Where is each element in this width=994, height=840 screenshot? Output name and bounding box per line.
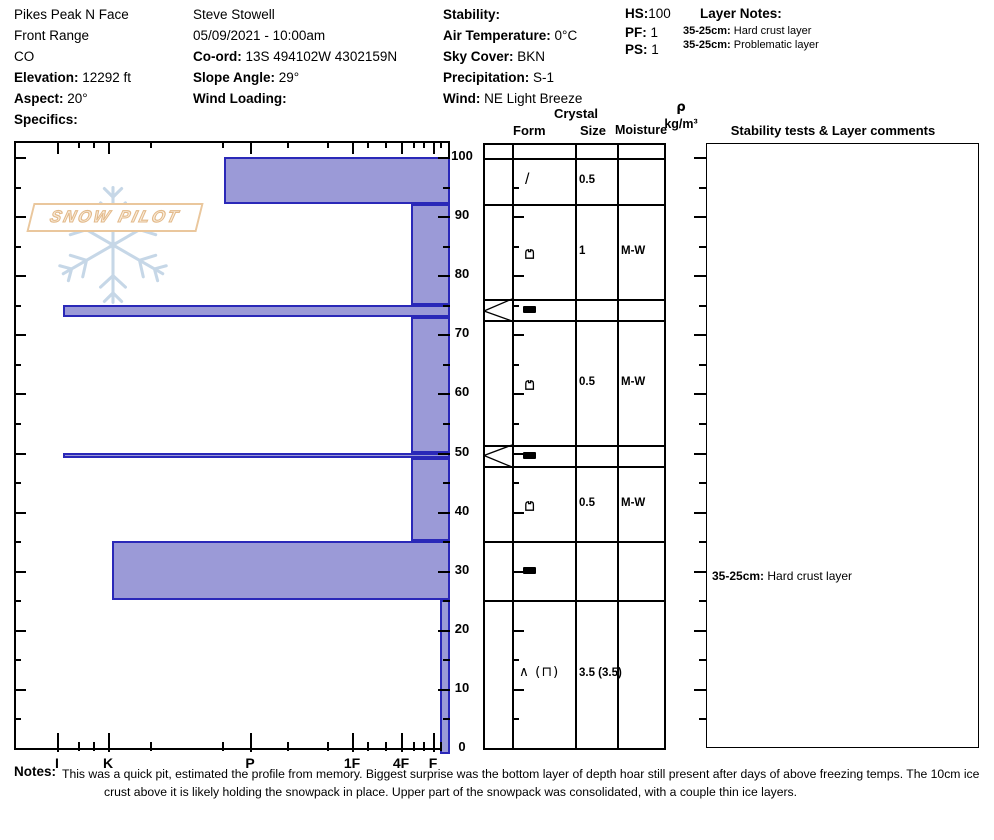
depth-tick-comments <box>699 482 706 484</box>
table-hline <box>483 299 665 301</box>
table-hline <box>483 600 665 602</box>
column-header-density-unit: kg/m³ <box>664 117 698 131</box>
header-line: PS: 1 <box>625 42 659 57</box>
hardness-tick-top <box>352 141 354 154</box>
depth-tick-comments <box>694 334 706 336</box>
hardness-minor-tick-bottom <box>287 742 289 751</box>
hardness-label: K <box>102 755 114 771</box>
crystal-size: 0.5 <box>579 497 595 509</box>
depth-label: 80 <box>454 266 470 281</box>
depth-label: 30 <box>454 562 470 577</box>
hardness-minor-tick-bottom <box>222 742 224 751</box>
header-line: Pikes Peak N Face <box>14 7 129 22</box>
crystal-size: 0.5 <box>579 376 595 388</box>
hardness-bar-layer-100-92 <box>224 157 450 204</box>
header-line: Aspect: 20° <box>14 91 88 106</box>
header-line: Co-ord: 13S 494102W 4302159N <box>193 49 398 64</box>
header-line: Wind: NE Light Breeze <box>443 91 583 106</box>
depth-tick-left <box>14 453 26 455</box>
layer-moisture: M-W <box>621 376 646 388</box>
hardness-minor-tick-bottom <box>367 742 369 751</box>
header-label: Precipitation: <box>443 70 530 85</box>
depth-tick-comments <box>699 246 706 248</box>
hardness-minor-tick-top <box>222 141 224 148</box>
header-line: Precipitation: S-1 <box>443 70 555 85</box>
hardness-tick-bottom <box>250 733 252 752</box>
header-line <box>443 7 500 23</box>
header-label: Wind Loading: <box>193 91 287 106</box>
depth-tick-left <box>14 718 21 720</box>
header-line: Slope Angle: 29° <box>193 70 300 85</box>
layer-moisture: M-W <box>621 245 646 257</box>
header-label: PF: <box>625 25 647 40</box>
profile-chart-frame <box>14 141 450 750</box>
depth-label: 20 <box>454 621 470 636</box>
header-line: 05/09/2021 - 10:00am <box>193 28 326 43</box>
crystal-form-ice-layer <box>523 452 536 459</box>
header-label: Aspect: <box>14 91 64 106</box>
hardness-tick-top <box>108 141 110 154</box>
hardness-minor-tick-bottom <box>327 742 329 751</box>
depth-tick-left <box>14 423 21 425</box>
hardness-tick-top <box>433 141 435 154</box>
column-header-size: Size <box>580 123 607 138</box>
depth-tick-right <box>443 305 450 307</box>
hardness-minor-tick-top <box>287 141 289 148</box>
hardness-tick-bottom <box>108 733 110 752</box>
depth-tick-comments <box>699 659 706 661</box>
hardness-tick-bottom <box>57 733 59 752</box>
depth-label: 70 <box>454 325 470 340</box>
table-hline <box>483 541 665 543</box>
header-line: PF: 1 <box>625 25 659 40</box>
header-line: HS:100 <box>625 6 671 21</box>
hardness-tick-bottom <box>401 733 403 752</box>
depth-tick-comments <box>699 541 706 543</box>
hardness-label: P <box>245 755 255 771</box>
column-header-comments: Stability tests & Layer comments <box>730 123 936 138</box>
depth-tick-right <box>443 659 450 661</box>
depth-tick-right <box>443 600 450 602</box>
header-label: Specifics: <box>14 112 78 127</box>
depth-tick-comments <box>699 600 706 602</box>
column-header-density: ρ <box>676 100 686 115</box>
hardness-tick-top <box>250 141 252 154</box>
header-label: Air Temperature: <box>443 28 551 43</box>
notes-text-line2: crust above it is likely holding the snowpack in place. Upper part of the snowpack was consolidated, with a couple thin ice layers. <box>104 785 798 799</box>
hardness-minor-tick-bottom <box>423 742 425 751</box>
hardness-tick-top <box>57 141 59 154</box>
comments-box <box>706 143 979 748</box>
crystal-form-ice-layer <box>523 306 536 313</box>
depth-tick-right <box>443 187 450 189</box>
header-line: Steve Stowell <box>193 7 275 22</box>
depth-tick-comments <box>699 305 706 307</box>
layer-note-range: 35-25cm: <box>683 39 731 51</box>
depth-tick-comments <box>699 718 706 720</box>
depth-tick-left <box>14 246 21 248</box>
header-line <box>14 112 78 128</box>
header-label: PS: <box>625 42 648 57</box>
header-line: Front Range <box>14 28 90 43</box>
column-header-moisture: Moisture <box>614 123 668 137</box>
crystal-form-decomposing-fragments: / <box>525 171 530 188</box>
layer-note-entry: 35-25cm: Hard crust layer <box>683 25 812 37</box>
hardness-bar-layer-49-35 <box>411 458 450 541</box>
table-hline <box>483 204 665 206</box>
header-label: Co-ord: <box>193 49 242 64</box>
column-header-crystal: Crystal <box>553 106 599 121</box>
depth-tick-right <box>443 541 450 543</box>
notes-label: Notes: <box>14 764 57 779</box>
hardness-minor-tick-top <box>327 141 329 148</box>
depth-label: 60 <box>454 384 470 399</box>
layer-notes-title: Layer Notes: <box>700 6 782 21</box>
depth-tick-left <box>14 482 21 484</box>
hardness-tick-bottom <box>433 733 435 752</box>
hardness-label: 1F <box>343 755 361 771</box>
header-line: Elevation: 12292 ft <box>14 70 132 85</box>
header-label: Slope Angle: <box>193 70 276 85</box>
depth-tick-comments <box>694 512 706 514</box>
hardness-minor-tick-top <box>440 141 442 148</box>
depth-label: 50 <box>454 444 470 459</box>
column-header-form: Form <box>513 123 546 138</box>
crystal-form-depth-hoar: ∧ (⊓) <box>519 664 560 680</box>
depth-tick-left <box>14 541 21 543</box>
hardness-minor-tick-top <box>78 141 80 148</box>
hardness-minor-tick-bottom <box>413 742 415 751</box>
depth-tick-left <box>14 157 26 159</box>
hardness-label: I <box>55 755 59 771</box>
table-hline <box>483 445 665 447</box>
depth-tick-right <box>443 246 450 248</box>
depth-tick-comments <box>699 364 706 366</box>
depth-tick-left <box>14 187 21 189</box>
hardness-label: 4F <box>392 755 410 771</box>
hardness-minor-tick-bottom <box>150 742 152 751</box>
layer-note-range: 35-25cm: <box>683 25 731 37</box>
depth-tick-comments <box>699 187 706 189</box>
depth-tick-left <box>14 630 26 632</box>
depth-label: 40 <box>454 503 470 518</box>
depth-tick-comments <box>694 630 706 632</box>
hardness-tick-top <box>401 141 403 154</box>
hardness-bar-layer-75-73 <box>63 305 450 317</box>
layer-moisture: M-W <box>621 497 646 509</box>
header-label: Elevation: <box>14 70 79 85</box>
hardness-minor-tick-bottom <box>385 742 387 751</box>
depth-tick-left <box>14 305 21 307</box>
header-label: Wind: <box>443 91 481 106</box>
hardness-label: F <box>428 755 438 771</box>
layer-comment: 35-25cm: Hard crust layer <box>712 569 853 583</box>
depth-tick-left <box>14 393 26 395</box>
header-line: Sky Cover: BKN <box>443 49 546 64</box>
header-label: Sky Cover: <box>443 49 514 64</box>
depth-tick-right <box>443 423 450 425</box>
depth-tick-comments <box>694 453 706 455</box>
depth-tick-right <box>443 718 450 720</box>
table-hline <box>483 158 665 160</box>
depth-label: 100 <box>451 148 473 163</box>
crystal-form-melt-forms <box>524 498 535 509</box>
crystal-size: 1 <box>579 245 586 257</box>
header-label: Stability: <box>443 7 501 22</box>
hardness-bar-layer-50-49 <box>63 453 450 458</box>
depth-tick-comments <box>694 393 706 395</box>
header-line <box>193 91 287 107</box>
depth-tick-comments <box>694 275 706 277</box>
crystal-size: 3.5 (3.5) <box>579 667 622 679</box>
depth-tick-left <box>14 364 21 366</box>
depth-tick-left <box>14 689 26 691</box>
table-hline <box>483 466 665 468</box>
depth-tick-comments <box>699 423 706 425</box>
layer-note-entry: 35-25cm: Problematic layer <box>683 39 819 51</box>
hardness-minor-tick-top <box>367 141 369 148</box>
hardness-minor-tick-top <box>423 141 425 148</box>
hardness-minor-tick-bottom <box>78 742 80 751</box>
hardness-minor-tick-top <box>150 141 152 148</box>
hardness-tick-bottom <box>352 733 354 752</box>
logo-text: SNOW PILOT <box>48 208 183 226</box>
depth-tick-comments <box>694 157 706 159</box>
depth-tick-right <box>443 482 450 484</box>
depth-label: 0 <box>458 739 466 754</box>
table-hline <box>483 143 665 145</box>
crystal-form-melt-forms <box>524 246 535 257</box>
depth-tick-comments <box>694 571 706 573</box>
depth-tick-left <box>14 216 26 218</box>
layer-comment-range: 35-25cm: <box>712 569 765 583</box>
depth-tick-left <box>14 600 21 602</box>
notes-text-line1: This was a quick pit, estimated the profile from memory. Biggest surprise was the bottom layer of depth hoar still present after days of above freezing temps. The 10cm ice <box>62 767 980 781</box>
crystal-form-melt-forms <box>524 377 535 388</box>
depth-tick-left <box>14 512 26 514</box>
depth-tick-comments <box>694 689 706 691</box>
table-hline <box>483 748 665 750</box>
hardness-bar-layer-35-25 <box>112 541 450 600</box>
depth-tick-left <box>14 275 26 277</box>
hardness-minor-tick-top <box>93 141 95 148</box>
table-hline <box>483 320 665 322</box>
depth-tick-left <box>14 571 26 573</box>
header-line: CO <box>14 49 35 64</box>
hardness-minor-tick-bottom <box>93 742 95 751</box>
hardness-minor-tick-top <box>385 141 387 148</box>
depth-tick-comments <box>694 216 706 218</box>
depth-tick-left <box>14 334 26 336</box>
depth-tick-left <box>14 659 21 661</box>
depth-label: 10 <box>454 680 470 695</box>
depth-tick-right <box>443 364 450 366</box>
depth-label: 90 <box>454 207 470 222</box>
hardness-minor-tick-bottom <box>440 742 442 751</box>
crystal-form-ice-crust <box>523 567 536 574</box>
header-line: Air Temperature: 0°C <box>443 28 578 43</box>
crystal-size: 0.5 <box>579 174 595 186</box>
hardness-minor-tick-top <box>413 141 415 148</box>
header-label: HS: <box>625 6 649 21</box>
